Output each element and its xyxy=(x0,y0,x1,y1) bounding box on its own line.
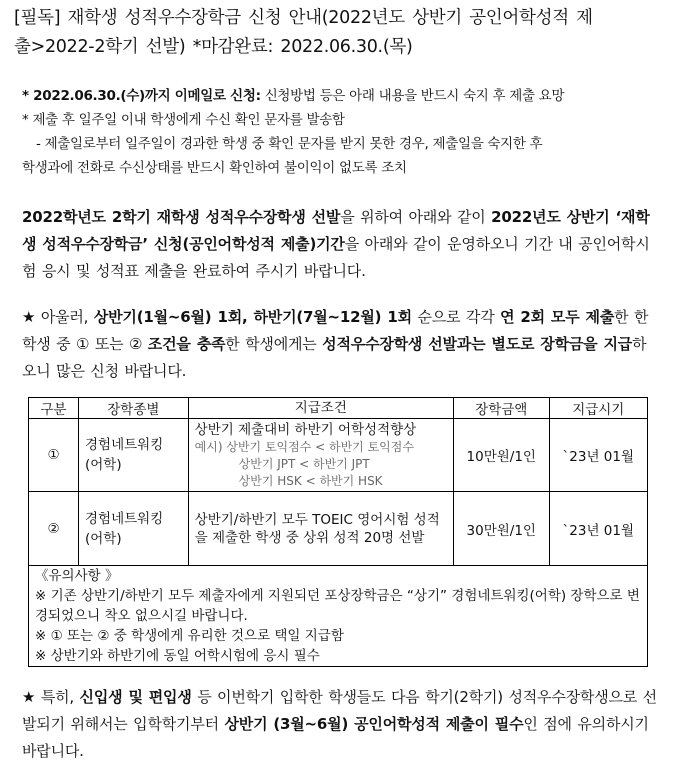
deadline-notice xyxy=(22,84,662,180)
table-header-row xyxy=(29,398,648,419)
para2-text-c: 순으로 각각 xyxy=(411,308,501,326)
para2-text-i: 하오니 많은 신청 바랍니다. xyxy=(22,335,647,380)
para2-text-a: ★ 아울러, xyxy=(22,308,94,326)
page-title xyxy=(14,4,654,62)
header-payment-time: 지급시기 xyxy=(549,398,647,419)
header-category: 구분 xyxy=(29,398,79,419)
para1-text-b: 을 위하여 아래와 같이 xyxy=(340,208,492,226)
row1-condition xyxy=(188,419,453,492)
row2-amount: 30만원/1인 xyxy=(453,492,549,566)
row1-name: 경험네트워킹 (어학) xyxy=(78,419,188,492)
additional-scholarship-paragraph xyxy=(22,304,658,385)
scholarship-table xyxy=(28,397,648,667)
para1-text-d: 을 아래와 같이 운영하오니 기간 내 공인어학시험 응시 및 성적표 제출을 완료하여 주시기 바랍니다. xyxy=(22,235,650,280)
para2-bold-d: 연 2회 모두 제출 xyxy=(500,308,615,326)
header-condition: 지급조건 xyxy=(188,398,453,419)
notes-heading: 《유의사항 》 xyxy=(35,568,119,584)
title-line-2: 출>2022-2학기 선발) *마감완료: 2022.06.30.(목) xyxy=(14,37,413,57)
note-1: ※ 기존 상반기/하반기 모두 제출자에게 지원되던 포상장학금은 “상기” 경험네트워킹(어학) 장학으로 변경되었으니 착오 없으시길 바랍니다. xyxy=(35,588,640,624)
freshman-paragraph xyxy=(22,684,658,765)
row2-condition: 상반기/하반기 모두 TOEIC 영어시험 성적을 제출한 학생 중 상위 성적 20명 선발 xyxy=(188,492,453,566)
notice-line-4: 학생과에 전화로 수신상태를 반드시 확인하여 불이익이 없도록 조치 xyxy=(22,160,407,176)
table-row xyxy=(29,419,648,492)
notes-row xyxy=(29,566,648,667)
row1-time: `23년 01월 xyxy=(549,419,647,492)
para1-bold-c: 2022년도 상반기 ‘재학생 성적우수장학금’ 신청(공인어학성적 제출)기간 xyxy=(22,208,650,253)
notice-line-3: - 제출일로부터 일주일이 경과한 학생 중 확인 문자를 받지 못한 경우, 제출일을 숙지한 후 xyxy=(36,136,543,152)
row1-example-1: 예시) 상반기 토익점수 < 하반기 토익점수 xyxy=(194,439,414,454)
row1-num: ① xyxy=(29,419,79,492)
notice-line-2: * 제출 후 일주일 이내 학생에게 수신 확인 문자를 발송함 xyxy=(22,112,345,128)
notes-cell xyxy=(29,566,648,667)
note-2: ※ ① 또는 ② 중 학생에게 유리한 것으로 택일 지급함 xyxy=(35,628,344,644)
header-amount: 장학금액 xyxy=(453,398,549,419)
para3-bold-d: 상반기 (3월~6월) 공인어학성적 제출이 필수 xyxy=(224,715,524,733)
row1-example-3: 상반기 HSK < 하반기 HSK xyxy=(238,473,383,488)
notice-deadline: * 2022.06.30.(수)까지 이메일로 신청: xyxy=(22,88,261,104)
para2-bold-b: 상반기(1월~6월) 1회, 하반기(7월~12월) 1회 xyxy=(93,308,412,326)
para2-text-e: 한 한 학생 중 ① 또는 ② xyxy=(22,308,649,353)
row1-example-2: 상반기 JPT < 하반기 JPT xyxy=(238,456,370,471)
para1-bold-a: 2022학년도 2학기 재학생 성적우수장학생 선발 xyxy=(22,208,341,226)
row2-time: `23년 01월 xyxy=(549,492,647,566)
notice-line-1-rest: 신청방법 등은 아래 내용을 반드시 숙지 후 제출 요망 xyxy=(260,88,565,104)
para3-text-a: ★ 특히, xyxy=(22,688,80,706)
header-type: 장학종별 xyxy=(78,398,188,419)
para2-text-g: 한 학생에게는 xyxy=(225,335,323,353)
row1-amount: 10만원/1인 xyxy=(453,419,549,492)
table-row xyxy=(29,492,648,566)
para3-bold-b: 신입생 및 편입생 xyxy=(79,688,192,706)
para3-text-e: 인 점에 유의하시기 바랍니다. xyxy=(22,715,649,760)
note-3: ※ 상반기와 하반기에 동일 어학시험에 응시 필수 xyxy=(35,648,320,664)
para3-text-c: 등 이번학기 입학한 학생들도 다음 학기(2학기) 성적우수장학생으로 선발되기 위해서는 입학학기부터 xyxy=(22,688,657,733)
row1-cond-main: 상반기 제출대비 하반기 어학성적향상 xyxy=(194,421,417,438)
selection-paragraph xyxy=(22,204,658,285)
para2-bold-h: 성적우수장학생 선발과는 별도로 장학금을 지급 xyxy=(322,335,633,353)
row2-name: 경험네트워킹 (어학) xyxy=(78,492,188,566)
row2-num: ② xyxy=(29,492,79,566)
notice-line-1 xyxy=(22,84,662,108)
title-line-1: [필독] 재학생 성적우수장학금 신청 안내(2022년도 상반기 공인어학성적 제 xyxy=(14,8,593,28)
para2-bold-f: 조건을 충족 xyxy=(147,335,226,353)
